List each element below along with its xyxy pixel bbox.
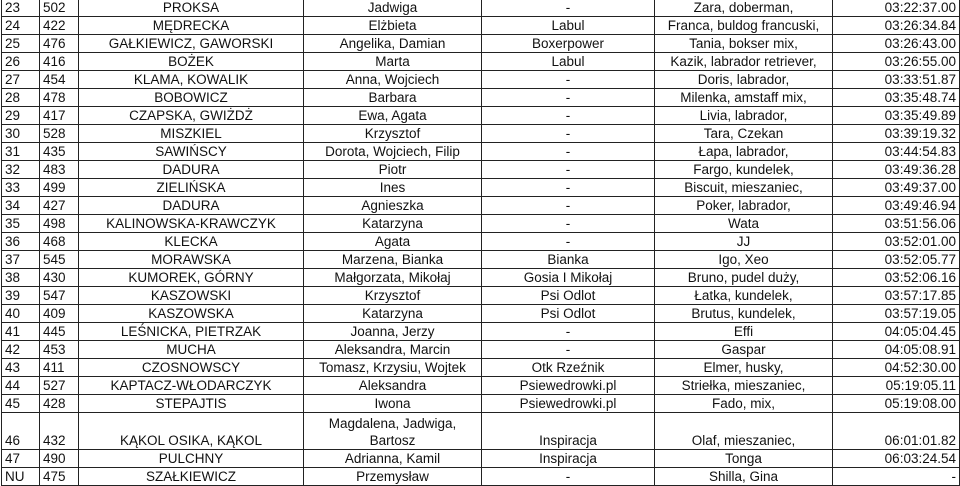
bib-number-cell: 454 (40, 71, 79, 89)
position-cell: 44 (2, 377, 40, 395)
bib-number-cell: 409 (40, 305, 79, 323)
table-row (2, 395, 960, 413)
table-row (2, 413, 960, 450)
surname-cell: STEPAJTIS (79, 395, 304, 413)
surname-cell: SZAŁKIEWICZ (79, 468, 304, 486)
bib-number-cell: 483 (40, 161, 79, 179)
time-cell: 03:39:19.32 (833, 125, 960, 143)
dog-cell: Fargo, kundelek, (655, 161, 833, 179)
position-cell: 33 (2, 179, 40, 197)
surname-cell: KASZOWSKA (79, 305, 304, 323)
table-row (2, 341, 960, 359)
table-row (2, 377, 960, 395)
surname-cell: PULCHNY (79, 450, 304, 468)
table-row (2, 323, 960, 341)
first-name-cell: Jadwiga (304, 0, 482, 17)
first-name-cell: Elżbieta (304, 17, 482, 35)
club-cell: Labul (482, 53, 655, 71)
dog-cell: Livia, labrador, (655, 107, 833, 125)
position-cell: 24 (2, 17, 40, 35)
dog-cell: Zara, doberman, (655, 0, 833, 17)
time-cell: 03:51:56.06 (833, 215, 960, 233)
position-cell: 39 (2, 287, 40, 305)
table-row (2, 305, 960, 323)
position-cell: 36 (2, 233, 40, 251)
position-cell: 42 (2, 341, 40, 359)
time-cell: 06:01:01.82 (833, 413, 960, 450)
first-name-cell: Aleksandra (304, 377, 482, 395)
bib-number-cell: 411 (40, 359, 79, 377)
bib-number-cell: 498 (40, 215, 79, 233)
dog-cell: Striełka, mieszaniec, (655, 377, 833, 395)
dog-cell: Fado, mix, (655, 395, 833, 413)
surname-cell: MUCHA (79, 341, 304, 359)
table-row (2, 161, 960, 179)
first-name-cell: Magdalena, Jadwiga, Bartosz (304, 413, 482, 450)
club-cell: - (482, 107, 655, 125)
dog-cell: Gaspar (655, 341, 833, 359)
first-name-cell: Piotr (304, 161, 482, 179)
dog-cell: Elmer, husky, (655, 359, 833, 377)
club-cell: - (482, 161, 655, 179)
first-name-cell: Joanna, Jerzy (304, 323, 482, 341)
bib-number-cell: 527 (40, 377, 79, 395)
position-cell: 47 (2, 450, 40, 468)
dog-cell: Igo, Xeo (655, 251, 833, 269)
time-cell: - (833, 468, 960, 486)
position-cell: 40 (2, 305, 40, 323)
club-cell: Inspiracja (482, 450, 655, 468)
time-cell: 03:26:55.00 (833, 53, 960, 71)
bib-number-cell: 545 (40, 251, 79, 269)
dog-cell: Łapa, labrador, (655, 143, 833, 161)
results-table (1, 0, 960, 486)
table-row (2, 179, 960, 197)
first-name-cell: Krzysztof (304, 125, 482, 143)
table-row (2, 251, 960, 269)
dog-cell: Wata (655, 215, 833, 233)
bib-number-cell: 528 (40, 125, 79, 143)
table-row (2, 287, 960, 305)
table-row (2, 17, 960, 35)
time-cell: 03:57:19.05 (833, 305, 960, 323)
surname-cell: ZIELIŃSKA (79, 179, 304, 197)
dog-cell: Milenka, amstaff mix, (655, 89, 833, 107)
table-row (2, 53, 960, 71)
time-cell: 03:26:43.00 (833, 35, 960, 53)
surname-cell: GAŁKIEWICZ, GAWORSKI (79, 35, 304, 53)
position-cell: 34 (2, 197, 40, 215)
position-cell: 41 (2, 323, 40, 341)
first-name-cell: Krzysztof (304, 287, 482, 305)
club-cell: Boxerpower (482, 35, 655, 53)
time-cell: 03:33:51.87 (833, 71, 960, 89)
dog-cell: Biscuit, mieszaniec, (655, 179, 833, 197)
club-cell: - (482, 179, 655, 197)
surname-cell: KASZOWSKI (79, 287, 304, 305)
time-cell: 05:19:08.00 (833, 395, 960, 413)
club-cell: - (482, 0, 655, 17)
table-row (2, 0, 960, 17)
surname-cell: CZAPSKA, GWIŻDŻ (79, 107, 304, 125)
bib-number-cell: 428 (40, 395, 79, 413)
first-name-cell: Marzena, Bianka (304, 251, 482, 269)
position-cell: 35 (2, 215, 40, 233)
position-cell: 23 (2, 0, 40, 17)
table-row (2, 215, 960, 233)
club-cell: Bianka (482, 251, 655, 269)
time-cell: 04:05:04.45 (833, 323, 960, 341)
surname-cell: KUMOREK, GÓRNY (79, 269, 304, 287)
club-cell: Psi Odlot (482, 305, 655, 323)
club-cell: - (482, 71, 655, 89)
bib-number-cell: 475 (40, 468, 79, 486)
bib-number-cell: 430 (40, 269, 79, 287)
dog-cell: Shilla, Gina (655, 468, 833, 486)
first-name-cell: Katarzyna (304, 215, 482, 233)
club-cell: - (482, 233, 655, 251)
club-cell: Inspiracja (482, 413, 655, 450)
surname-cell: PROKSA (79, 0, 304, 17)
table-row (2, 143, 960, 161)
results-table-body (2, 0, 960, 486)
club-cell: - (482, 468, 655, 486)
surname-cell: CZOSNOWSCY (79, 359, 304, 377)
club-cell: Gosia I Mikołaj (482, 269, 655, 287)
table-row (2, 269, 960, 287)
time-cell: 03:49:46.94 (833, 197, 960, 215)
bib-number-cell: 478 (40, 89, 79, 107)
club-cell: Otk Rzeźnik (482, 359, 655, 377)
table-row (2, 450, 960, 468)
table-row (2, 35, 960, 53)
time-cell: 03:52:05.77 (833, 251, 960, 269)
table-row (2, 89, 960, 107)
first-name-cell: Ewa, Agata (304, 107, 482, 125)
position-cell: 37 (2, 251, 40, 269)
club-cell: - (482, 89, 655, 107)
first-name-cell: Dorota, Wojciech, Filip (304, 143, 482, 161)
bib-number-cell: 417 (40, 107, 79, 125)
first-name-cell: Katarzyna (304, 305, 482, 323)
time-cell: 03:49:37.00 (833, 179, 960, 197)
surname-cell: DADURA (79, 161, 304, 179)
bib-number-cell: 453 (40, 341, 79, 359)
first-name-cell: Aleksandra, Marcin (304, 341, 482, 359)
time-cell: 03:35:48.74 (833, 89, 960, 107)
bib-number-cell: 499 (40, 179, 79, 197)
club-cell: Labul (482, 17, 655, 35)
first-name-cell: Angelika, Damian (304, 35, 482, 53)
bib-number-cell: 468 (40, 233, 79, 251)
time-cell: 03:57:17.85 (833, 287, 960, 305)
club-cell: Psiewedrowki.pl (482, 377, 655, 395)
position-cell: 43 (2, 359, 40, 377)
club-cell: - (482, 215, 655, 233)
dog-cell: Bruno, pudel duży, (655, 269, 833, 287)
time-cell: 04:05:08.91 (833, 341, 960, 359)
time-cell: 06:03:24.54 (833, 450, 960, 468)
club-cell: Psi Odlot (482, 287, 655, 305)
surname-cell: MISZKIEL (79, 125, 304, 143)
surname-cell: KALINOWSKA-KRAWCZYK (79, 215, 304, 233)
time-cell: 03:49:36.28 (833, 161, 960, 179)
bib-number-cell: 422 (40, 17, 79, 35)
dog-cell: Doris, labrador, (655, 71, 833, 89)
position-cell: 26 (2, 53, 40, 71)
club-cell: - (482, 143, 655, 161)
bib-number-cell: 435 (40, 143, 79, 161)
first-name-cell: Agata (304, 233, 482, 251)
first-name-cell: Agnieszka (304, 197, 482, 215)
dog-cell: Olaf, mieszaniec, (655, 413, 833, 450)
table-row (2, 125, 960, 143)
position-cell: 38 (2, 269, 40, 287)
surname-cell: MĘDRECKA (79, 17, 304, 35)
surname-cell: KLAMA, KOWALIK (79, 71, 304, 89)
position-cell: 30 (2, 125, 40, 143)
first-name-cell: Barbara (304, 89, 482, 107)
surname-cell: BOŻEK (79, 53, 304, 71)
table-row (2, 107, 960, 125)
surname-cell: MORAWSKA (79, 251, 304, 269)
bib-number-cell: 502 (40, 0, 79, 17)
dog-cell: Effi (655, 323, 833, 341)
surname-cell: KLECKA (79, 233, 304, 251)
dog-cell: Łatka, kundelek, (655, 287, 833, 305)
dog-cell: Tara, Czekan (655, 125, 833, 143)
surname-cell: BOBOWICZ (79, 89, 304, 107)
surname-cell: KAPTACZ-WŁODARCZYK (79, 377, 304, 395)
table-row (2, 197, 960, 215)
table-row (2, 233, 960, 251)
bib-number-cell: 445 (40, 323, 79, 341)
bib-number-cell: 416 (40, 53, 79, 71)
club-cell: Psiewedrowki.pl (482, 395, 655, 413)
table-row (2, 359, 960, 377)
position-cell: 27 (2, 71, 40, 89)
first-name-cell: Adrianna, Kamil (304, 450, 482, 468)
table-row (2, 71, 960, 89)
first-name-cell: Marta (304, 53, 482, 71)
position-cell: NU (2, 468, 40, 486)
first-name-cell: Ines (304, 179, 482, 197)
time-cell: 03:44:54.83 (833, 143, 960, 161)
club-cell: - (482, 125, 655, 143)
club-cell: - (482, 197, 655, 215)
dog-cell: Franca, buldog francuski, (655, 17, 833, 35)
position-cell: 32 (2, 161, 40, 179)
time-cell: 05:19:05.11 (833, 377, 960, 395)
position-cell: 25 (2, 35, 40, 53)
bib-number-cell: 547 (40, 287, 79, 305)
bib-number-cell: 427 (40, 197, 79, 215)
table-row (2, 468, 960, 486)
position-cell: 29 (2, 107, 40, 125)
bib-number-cell: 432 (40, 413, 79, 450)
bib-number-cell: 476 (40, 35, 79, 53)
bib-number-cell: 490 (40, 450, 79, 468)
position-cell: 31 (2, 143, 40, 161)
time-cell: 03:22:37.00 (833, 0, 960, 17)
dog-cell: Kazik, labrador retriever, (655, 53, 833, 71)
first-name-cell: Przemysław (304, 468, 482, 486)
first-name-cell: Iwona (304, 395, 482, 413)
time-cell: 03:52:01.00 (833, 233, 960, 251)
surname-cell: SAWIŃSCY (79, 143, 304, 161)
first-name-cell: Tomasz, Krzysiu, Wojtek (304, 359, 482, 377)
dog-cell: Brutus, kundelek, (655, 305, 833, 323)
position-cell: 28 (2, 89, 40, 107)
first-name-cell: Małgorzata, Mikołaj (304, 269, 482, 287)
time-cell: 03:52:06.16 (833, 269, 960, 287)
time-cell: 03:35:49.89 (833, 107, 960, 125)
time-cell: 03:26:34.84 (833, 17, 960, 35)
first-name-cell: Anna, Wojciech (304, 71, 482, 89)
position-cell: 45 (2, 395, 40, 413)
club-cell: - (482, 341, 655, 359)
dog-cell: JJ (655, 233, 833, 251)
dog-cell: Poker, labrador, (655, 197, 833, 215)
time-cell: 04:52:30.00 (833, 359, 960, 377)
surname-cell: KĄKOL OSIKA, KĄKOL (79, 413, 304, 450)
dog-cell: Tonga (655, 450, 833, 468)
position-cell: 46 (2, 413, 40, 450)
club-cell: - (482, 323, 655, 341)
surname-cell: DADURA (79, 197, 304, 215)
surname-cell: LEŚNICKA, PIETRZAK (79, 323, 304, 341)
dog-cell: Tania, bokser mix, (655, 35, 833, 53)
